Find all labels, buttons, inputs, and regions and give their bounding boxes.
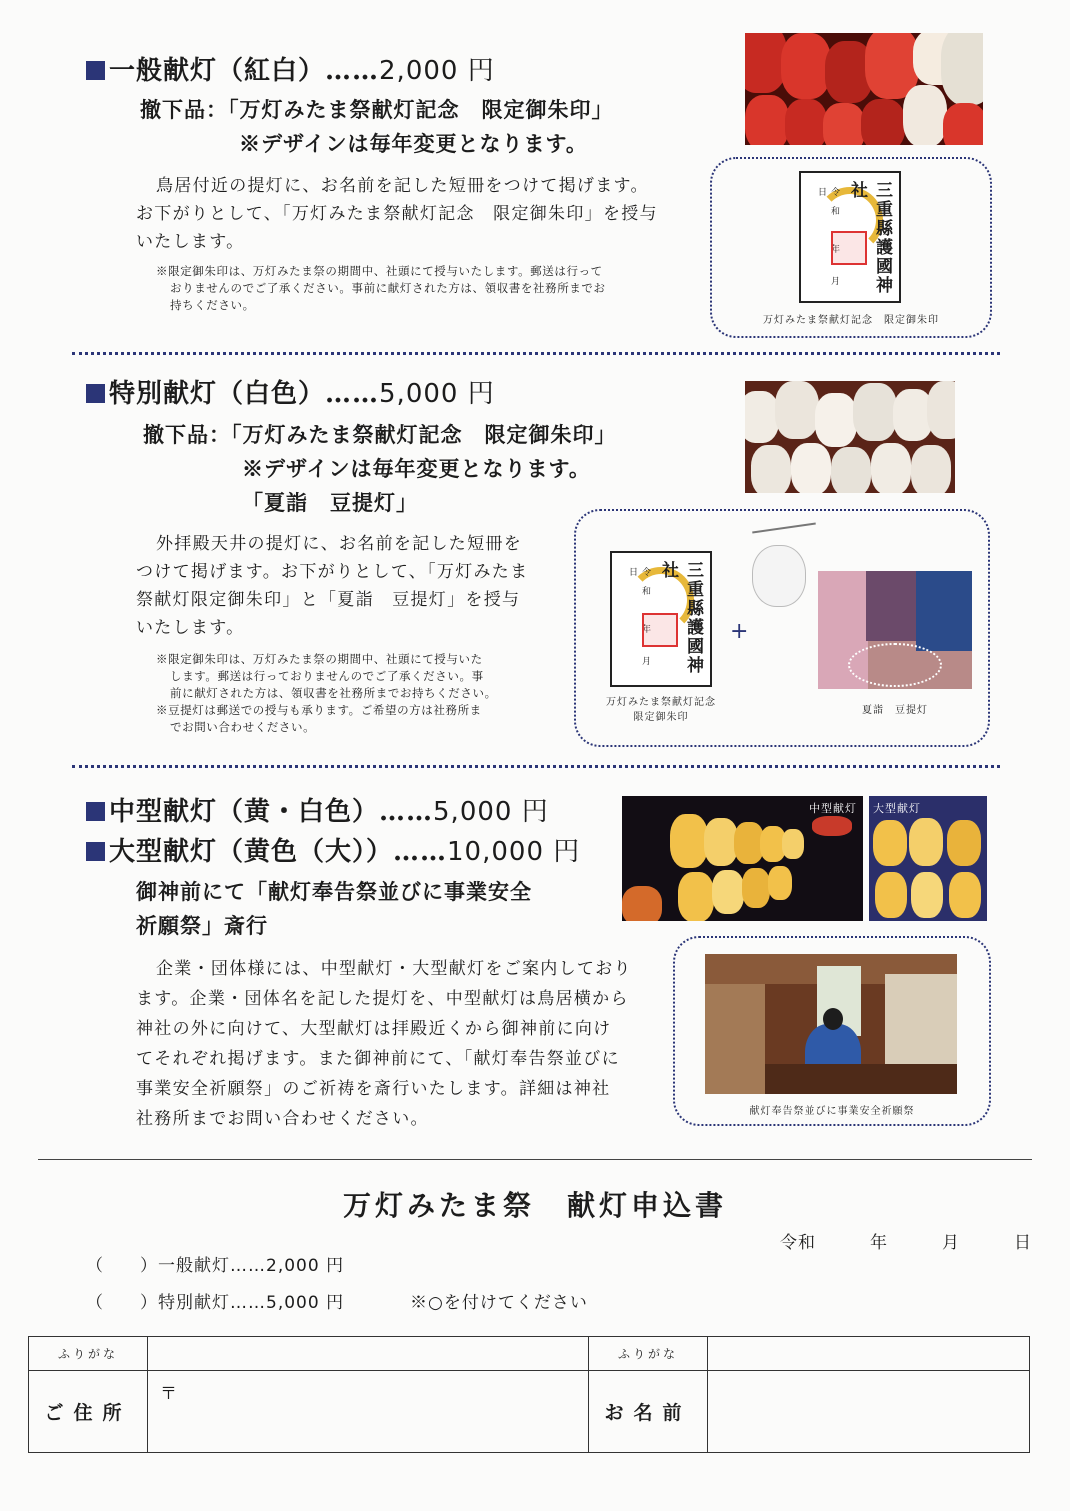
section3-caption: 献灯奉告祭並びに事業安全祈願祭 (749, 1106, 915, 1117)
large-lanterns-photo (869, 796, 987, 921)
section1-note: ※限定御朱印は、万灯みたま祭の期間中、社頭にて授与いたします。郵送は行って おりませんのでご了承ください。事前に献灯された方は、領収書を社務所までお 持ちください。 (156, 264, 606, 312)
photo-label-mid: 中型献灯 (809, 802, 857, 815)
form-date: 令和 年 月 日 (780, 1233, 1032, 1253)
name-label: お名前 (589, 1371, 708, 1453)
section2-body: 外拝殿天井の提灯に、お名前を記した短冊を つけて掲げます。お下がりとして、「万灯みたま 祭献灯限定御朱印」と「夏詣 豆提灯」を授与 いたします。 (136, 534, 529, 638)
section2-gift-frame (574, 509, 990, 747)
section3-title-large: 大型献灯（黄色（大））……10,000 円 (86, 831, 580, 868)
section1-caption: 万灯みたま祭献灯記念 限定御朱印 (763, 315, 939, 326)
name-furigana-field[interactable] (708, 1337, 1030, 1371)
goshuin-image: 三重縣護國神社 令和 年 月 日 (799, 171, 901, 303)
section1-price: 2,000 円 (379, 56, 495, 86)
section3-price-mid: 5,000 円 (433, 797, 549, 827)
furigana-label-name: ふりがな (589, 1337, 708, 1371)
lantern-stick (752, 523, 816, 534)
section1-title: 一般献灯（紅白）……2,000 円 (86, 50, 495, 87)
section3-ceremony-frame (673, 936, 991, 1126)
white-lanterns-photo (745, 381, 955, 493)
address-field[interactable] (148, 1371, 589, 1453)
name-field[interactable] (708, 1371, 1030, 1453)
address-label: ご住所 (29, 1371, 148, 1453)
red-lanterns-photo (745, 33, 983, 145)
section1-gift: 撤下品：「万灯みたま祭献灯記念 限定御朱印」 (140, 97, 614, 122)
form-option-note: ※○を付けてください (410, 1293, 588, 1313)
section2-note: ※限定御朱印は、万灯みたま祭の期間中、社頭にて授与いた します。郵送は行っておりませんのでご了承ください。事 前に献灯された方は、領収書を社務所までお持ちください。 ※豆提灯は郵送での授与も承ります。ご希望の方は社務所ま でお問い合わせください。 (156, 652, 497, 734)
section2-caption-right: 夏詣 豆提灯 (862, 705, 928, 716)
square-bullet-icon (86, 842, 105, 861)
form-title: 万灯みたま祭 献灯申込書 (342, 1189, 727, 1222)
form-option-general[interactable]: （ ）一般献灯……2,000 円 (86, 1256, 345, 1276)
people-lanterns-photo (818, 571, 972, 689)
form-option-special[interactable]: （ ）特別献灯……5,000 円 (86, 1293, 345, 1313)
section3-ceremony-1: 御神前にて「献灯奉告祭並びに事業安全 (136, 879, 532, 904)
photo-label-large: 大型献灯 (873, 802, 921, 815)
plus-icon: + (730, 619, 749, 644)
square-bullet-icon (86, 384, 105, 403)
section-divider-1 (72, 352, 1000, 355)
section2-price: 5,000 円 (379, 379, 495, 409)
square-bullet-icon (86, 802, 105, 821)
section3-title-mid: 中型献灯（黄・白色）……5,000 円 (86, 791, 549, 828)
form-divider (38, 1159, 1032, 1160)
section3-ceremony-2: 祈願祭」斎行 (136, 913, 268, 938)
mid-lanterns-photo (622, 796, 863, 921)
furigana-label-address: ふりがな (29, 1337, 148, 1371)
section1-body: 鳥居付近の提灯に、お名前を記した短冊をつけて掲げます。 お下がりとして、「万灯みたま祭献灯記念 限定御朱印」を授与 いたします。 (136, 176, 658, 252)
section2-gift-note: ※デザインは毎年変更となります。 (242, 456, 591, 481)
application-form-table (28, 1336, 1030, 1453)
address-furigana-field[interactable] (148, 1337, 589, 1371)
section1-gift-note: ※デザインは毎年変更となります。 (239, 131, 588, 156)
ceremony-photo (705, 954, 957, 1094)
goshuin-image: 三重縣護國神社 令和 年 月 日 (610, 551, 712, 687)
section1-shuin-frame (710, 157, 992, 338)
section2-title: 特別献灯（白色）……5,000 円 (86, 373, 495, 410)
section3-body: 企業・団体様には、中型献灯・大型献灯をご案内しており ます。企業・団体名を記した提灯を、中型献灯は鳥居横から 神社の外に向けて、大型献灯は拝殿近くから御神前に向け てそれぞれ掲げます。また御神前にて、「献灯奉告祭並びに 事業安全祈願祭」のご祈祷を斎行いたします。詳細は神社 社務所までお問い合わせください。 (136, 959, 632, 1129)
section2-gift-lantern: 「夏詣 豆提灯」 (242, 490, 418, 515)
section2-caption-left: 万灯みたま祭献灯記念 限定御朱印 (606, 697, 716, 723)
square-bullet-icon (86, 61, 105, 80)
section3-price-large: 10,000 円 (447, 837, 581, 867)
section2-gift: 撤下品：「万灯みたま祭献灯記念 限定御朱印」 (143, 422, 617, 447)
mame-chochin-icon (752, 545, 806, 607)
postal-mark: 〒 (160, 1384, 177, 1404)
section-divider-2 (72, 765, 1000, 768)
